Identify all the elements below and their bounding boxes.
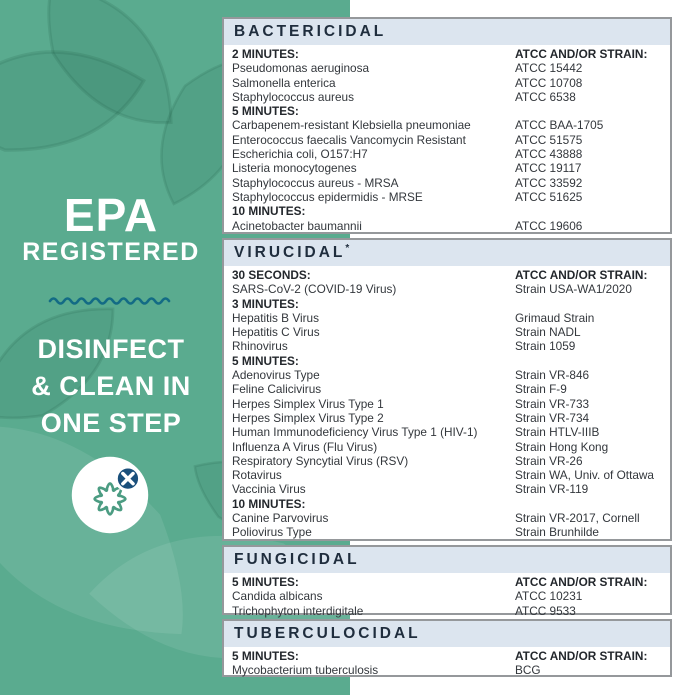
strain-value: ATCC 19117 — [515, 161, 582, 176]
organism-name: Listeria monocytogenes — [232, 161, 357, 176]
table-row — [232, 147, 662, 161]
organism-name: Trichophyton interdigitale — [232, 603, 364, 618]
organism-name: Staphylococcus aureus - MRSA — [232, 175, 399, 190]
table-row — [232, 511, 662, 525]
strain-value: ATCC BAA-1705 — [515, 118, 604, 133]
table-row — [232, 354, 662, 368]
table-row — [232, 440, 662, 454]
table-row — [232, 311, 662, 325]
strain-value: Strain VR-733 — [515, 396, 590, 411]
table-row — [232, 204, 662, 218]
strain-value: ATCC 43888 — [515, 147, 583, 162]
table-row — [232, 282, 662, 296]
table-row — [232, 90, 662, 104]
section-title-fungicidal — [224, 547, 670, 573]
table-body — [224, 647, 670, 678]
time-label: 30 SECONDS: — [232, 268, 311, 282]
table-row — [232, 525, 662, 539]
strain-value: ATCC 6538 — [515, 89, 576, 104]
strain-value: Strain Brunhilde — [515, 525, 599, 540]
organism-name: Rhinovirus — [232, 339, 288, 354]
strain-value: Strain WA, Univ. of Ottawa — [515, 468, 654, 483]
organism-name: Respiratory Syncytial Virus (RSV) — [232, 453, 409, 468]
organism-name: Candida albicans — [232, 589, 323, 604]
time-label: 10 MINUTES: — [232, 204, 306, 219]
table-body — [224, 45, 670, 233]
strain-value: ATCC 9533 — [515, 603, 576, 618]
table-body — [224, 573, 670, 618]
organism-name: Escherichia coli, O157:H7 — [232, 147, 368, 162]
strain-value — [515, 497, 662, 511]
strain-value — [515, 204, 662, 218]
strain-value: ATCC 51625 — [515, 189, 583, 204]
strain-value: ATCC 51575 — [515, 132, 583, 147]
panel-bactericidal — [222, 17, 672, 234]
strain-column-header: ATCC AND/OR STRAIN: — [515, 47, 648, 61]
organism-name: Staphylococcus epidermidis - MRSE — [232, 189, 423, 204]
strain-value — [515, 354, 662, 368]
organism-name: Mycobacterium tuberculosis — [232, 663, 379, 678]
organism-name: Hepatitis C Virus — [232, 325, 320, 340]
strain-column-header: ATCC AND/OR STRAIN: — [515, 268, 648, 282]
time-label: 5 MINUTES: — [232, 104, 299, 119]
footnote-asterisk: * — [345, 242, 350, 254]
organism-name: Hepatitis B Virus — [232, 310, 319, 325]
strain-value: ATCC 10231 — [515, 589, 583, 604]
organism-name: Canine Parvovirus — [232, 511, 329, 526]
strain-value — [515, 104, 662, 118]
strain-value: Strain Hong Kong — [515, 439, 609, 454]
organism-name: Carbapenem-resistant Klebsiella pneumoniae — [232, 118, 471, 133]
table-row — [232, 454, 662, 468]
tagline-line: ONE STEP — [40, 408, 182, 438]
organism-name: SARS-CoV-2 (COVID-19 Virus) — [232, 282, 397, 297]
table-body — [224, 266, 670, 540]
section-title-text: VIRUCIDAL — [234, 244, 346, 261]
tagline-line: & CLEAN IN — [31, 371, 191, 401]
organism-name: Vaccinia Virus — [232, 482, 306, 497]
strain-value: Strain VR-119 — [515, 482, 589, 497]
table-row — [232, 663, 662, 677]
time-label: 5 MINUTES: — [232, 649, 299, 663]
time-label: 3 MINUTES: — [232, 296, 299, 311]
section-title-text: TUBERCULOCIDAL — [234, 625, 421, 642]
strain-value: Strain VR-734 — [515, 410, 590, 425]
table-row — [232, 297, 662, 311]
table-row — [232, 219, 662, 233]
tagline — [0, 331, 222, 442]
organism-name: Rotavirus — [232, 468, 282, 483]
organism-name: Influenza A Virus (Flu Virus) — [232, 439, 378, 454]
table-row — [232, 268, 662, 282]
organism-name: Feline Calicivirus — [232, 382, 322, 397]
organism-name: Pseudomonas aeruginosa — [232, 61, 370, 76]
section-title-virucidal — [224, 240, 670, 266]
wave-divider-icon — [48, 293, 174, 305]
table-row — [232, 382, 662, 396]
strain-value — [515, 297, 662, 311]
strain-value: ATCC 10708 — [515, 75, 583, 90]
strain-value: BCG — [515, 663, 541, 678]
table-row — [232, 325, 662, 339]
panel-virucidal — [222, 238, 672, 541]
strain-value: ATCC 15442 — [515, 61, 583, 76]
time-label: 2 MINUTES: — [232, 47, 299, 61]
strain-value: Grimaud Strain — [515, 310, 595, 325]
organism-name: Staphylococcus aureus — [232, 89, 354, 104]
panel-tuberculocidal — [222, 619, 672, 677]
table-row — [232, 589, 662, 603]
organism-name: Human Immunodeficiency Virus Type 1 (HIV-1) — [232, 425, 478, 440]
organism-name: Adenovirus Type — [232, 368, 320, 383]
organism-name: Poliovirus Type — [232, 525, 312, 540]
organism-name: Acinetobacter baumannii — [232, 218, 362, 233]
strain-value: Strain USA-WA1/2020 — [515, 282, 632, 297]
table-row — [232, 190, 662, 204]
organism-name: Herpes Simplex Virus Type 2 — [232, 410, 384, 425]
table-row — [232, 482, 662, 496]
organism-name: Herpes Simplex Virus Type 1 — [232, 396, 384, 411]
strain-value: Strain VR-2017, Cornell — [515, 511, 640, 526]
organism-name: Salmonella enterica — [232, 75, 336, 90]
table-row — [232, 161, 662, 175]
strain-value: Strain VR-846 — [515, 368, 590, 383]
section-title-tuberculocidal — [224, 621, 670, 647]
strain-column-header: ATCC AND/OR STRAIN: — [515, 575, 648, 589]
strain-value: ATCC 33592 — [515, 175, 583, 190]
table-row — [232, 575, 662, 589]
virus-x-icon — [71, 456, 149, 534]
table-row — [232, 339, 662, 353]
table-row — [232, 368, 662, 382]
section-title-text: FUNGICIDAL — [234, 551, 360, 568]
section-title-bactericidal — [224, 19, 670, 45]
epa-title: EPA — [63, 189, 159, 241]
table-row — [232, 604, 662, 618]
table-row — [232, 104, 662, 118]
time-label: 10 MINUTES: — [232, 496, 306, 511]
strain-value: Strain NADL — [515, 325, 581, 340]
epa-subtitle: REGISTERED — [22, 238, 200, 266]
table-row — [232, 497, 662, 511]
table-row — [232, 118, 662, 132]
table-row — [232, 468, 662, 482]
tagline-line: DISINFECT — [37, 334, 185, 364]
table-row — [232, 76, 662, 90]
strain-value: Strain VR-26 — [515, 453, 583, 468]
table-row — [232, 176, 662, 190]
panel-fungicidal — [222, 545, 672, 618]
time-label: 5 MINUTES: — [232, 575, 299, 589]
table-row — [232, 61, 662, 75]
strain-value: ATCC 19606 — [515, 218, 583, 233]
table-row — [232, 133, 662, 147]
table-row — [232, 47, 662, 61]
table-row — [232, 411, 662, 425]
table-row — [232, 397, 662, 411]
time-label: 5 MINUTES: — [232, 353, 299, 368]
strain-column-header: ATCC AND/OR STRAIN: — [515, 649, 648, 663]
table-row — [232, 425, 662, 439]
section-title-text: BACTERICIDAL — [234, 23, 387, 40]
strain-value: Strain F-9 — [515, 382, 567, 397]
organism-name: Enterococcus faecalis Vancomycin Resistant — [232, 132, 466, 147]
table-row — [232, 649, 662, 663]
strain-value: Strain 1059 — [515, 339, 576, 354]
strain-value: Strain HTLV-IIIB — [515, 425, 600, 440]
